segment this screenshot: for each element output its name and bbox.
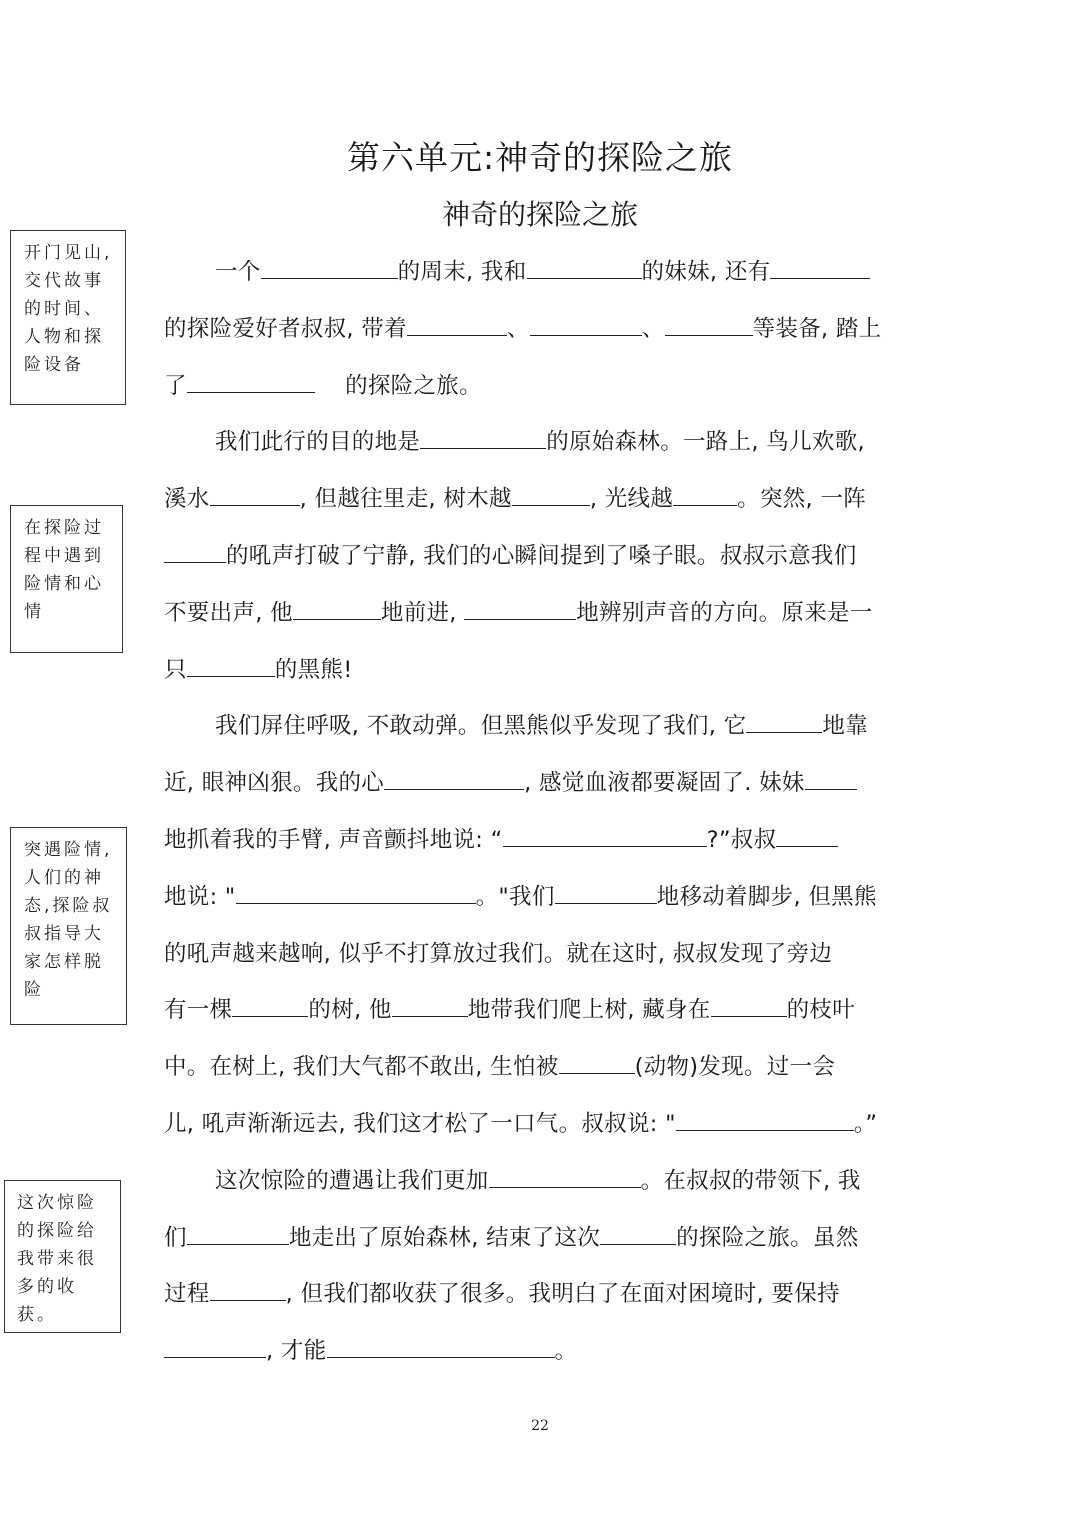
fill-in-blank[interactable] xyxy=(555,887,657,904)
fill-in-blank[interactable] xyxy=(489,1171,641,1188)
text-segment: 地抓着我的手臂, 声音颤抖地说: “ xyxy=(164,826,503,853)
text-line xyxy=(164,244,924,301)
text-line xyxy=(164,1039,924,1096)
margin-note-4 xyxy=(4,1180,121,1333)
text-segment: 不要出声, 他 xyxy=(164,599,293,626)
text-segment: 的吼声越来越响, 似乎不打算放过我们。就在这时, 叔叔发现了旁边 xyxy=(164,940,833,967)
text-segment: (动物)发现。过一会 xyxy=(634,1054,836,1081)
text-segment: 的探险之旅。虽然 xyxy=(676,1224,859,1251)
text-segment: 。突然, 一阵 xyxy=(737,486,867,513)
fill-in-blank[interactable] xyxy=(527,262,642,279)
text-segment: , 光线越 xyxy=(589,486,674,513)
text-segment: 地靠 xyxy=(822,713,869,740)
text-segment: 。 xyxy=(554,1338,578,1365)
fill-in-blank[interactable] xyxy=(776,830,838,847)
fill-in-blank[interactable] xyxy=(236,887,476,904)
text-segment: , 但越往里走, 树木越 xyxy=(299,486,512,513)
fill-in-blank[interactable] xyxy=(805,773,857,790)
fill-in-blank[interactable] xyxy=(673,489,737,506)
text-segment: 地走出了原始森林, 结束了这次 xyxy=(288,1224,601,1251)
text-segment: 一个 xyxy=(215,259,261,285)
text-line xyxy=(164,358,924,415)
text-segment: 只 xyxy=(164,656,187,683)
fill-in-blank[interactable] xyxy=(464,603,576,620)
text-line xyxy=(164,1096,924,1153)
text-segment: 地带我们爬上树, 藏身在 xyxy=(467,997,711,1024)
text-segment: 的探险爱好者叔叔, 带着 xyxy=(164,315,407,342)
text-segment: 的树, 他 xyxy=(308,997,392,1024)
text-segment: 。在叔叔的带领下, 我 xyxy=(640,1167,861,1194)
fill-in-blank[interactable] xyxy=(392,1000,468,1017)
text-segment: 我们屏住呼吸, 不敢动弹。但黑熊似乎发现了我们, 它 xyxy=(215,713,747,740)
text-line xyxy=(164,1266,924,1323)
text-segment: 地说: " xyxy=(164,883,236,910)
fill-in-blank[interactable] xyxy=(711,1000,787,1017)
text-segment: 的原始森林。一路上, 鸟儿欢歌, xyxy=(546,429,865,456)
text-segment: 的探险之旅。 xyxy=(314,372,482,399)
text-segment: 中。在树上, 我们大气都不敢出, 生怕被 xyxy=(164,1054,559,1081)
text-segment: 我们此行的目的地是 xyxy=(215,429,421,456)
text-line xyxy=(164,642,924,699)
fill-in-blank[interactable] xyxy=(512,489,590,506)
text-segment: 溪水 xyxy=(164,486,210,513)
page-number: 22 xyxy=(531,1418,549,1434)
fill-in-blank[interactable] xyxy=(420,432,546,449)
fill-in-blank[interactable] xyxy=(210,489,300,506)
text-segment: 。” xyxy=(853,1110,878,1137)
text-line xyxy=(164,471,924,528)
text-segment: 。"我们 xyxy=(475,883,555,910)
text-line xyxy=(164,812,924,869)
fill-in-blank[interactable] xyxy=(407,319,507,336)
fill-in-blank[interactable] xyxy=(261,262,398,279)
text-segment: 的妹妹, 还有 xyxy=(641,259,771,285)
text-segment: 地前进, xyxy=(380,599,465,626)
margin-note-2 xyxy=(10,505,123,653)
fill-in-blank[interactable] xyxy=(327,1341,555,1358)
fill-in-blank[interactable] xyxy=(164,1341,266,1358)
margin-note-1 xyxy=(10,230,126,405)
text-segment: , 感觉血液都要凝固了. 妹妹 xyxy=(524,770,805,797)
fill-in-blank[interactable] xyxy=(164,546,226,563)
text-line xyxy=(164,1153,924,1210)
worksheet-body xyxy=(164,244,924,1380)
text-segment: 了 xyxy=(164,372,187,399)
text-segment: ?”叔叔 xyxy=(706,826,777,853)
text-segment: 有一棵 xyxy=(164,997,233,1024)
text-segment: 的周末, 我和 xyxy=(397,259,527,285)
text-line xyxy=(164,982,924,1039)
fill-in-blank[interactable] xyxy=(210,1284,286,1301)
text-segment: , 但我们都收获了很多。我明白了在面对困境时, 要保持 xyxy=(285,1281,840,1308)
margin-note-text: 突遇险情,人们的神态,探险叔叔指导大家怎样脱险 xyxy=(24,840,113,1000)
fill-in-blank[interactable] xyxy=(676,1114,854,1131)
text-line xyxy=(164,1323,924,1380)
fill-in-blank[interactable] xyxy=(503,830,707,847)
fill-in-blank[interactable] xyxy=(746,716,822,733)
text-line xyxy=(164,698,924,755)
text-segment: 过程 xyxy=(164,1281,210,1308)
fill-in-blank[interactable] xyxy=(530,319,642,336)
text-line xyxy=(164,926,924,983)
fill-in-blank[interactable] xyxy=(293,603,381,620)
page-title: 第六单元:神奇的探险之旅 xyxy=(346,138,734,177)
text-segment: 的吼声打破了宁静, 我们的心瞬间提到了嗓子眼。叔叔示意我们 xyxy=(226,542,857,569)
text-line xyxy=(164,869,924,926)
text-segment: , 才能 xyxy=(266,1338,327,1365)
text-line xyxy=(164,414,924,471)
fill-in-blank[interactable] xyxy=(665,319,753,336)
text-segment: 这次惊险的遭遇让我们更加 xyxy=(215,1167,489,1194)
text-line xyxy=(164,755,924,812)
text-segment: 、 xyxy=(506,315,530,342)
text-segment: 等装备, 踏上 xyxy=(752,315,882,342)
fill-in-blank[interactable] xyxy=(187,376,315,393)
margin-note-3 xyxy=(10,827,127,1025)
text-line xyxy=(164,301,924,358)
fill-in-blank[interactable] xyxy=(770,262,870,279)
fill-in-blank[interactable] xyxy=(232,1000,308,1017)
margin-note-text: 这次惊险的探险给我带来很多的收获。 xyxy=(17,1193,97,1325)
text-segment: 的黑熊! xyxy=(274,656,353,683)
margin-note-text: 在探险过程中遇到险情和心情 xyxy=(24,518,104,622)
fill-in-blank[interactable] xyxy=(559,1057,635,1074)
text-line xyxy=(164,585,924,642)
text-segment: 的枝叶 xyxy=(786,997,856,1024)
text-segment: 、 xyxy=(641,315,665,342)
fill-in-blank[interactable] xyxy=(187,660,275,677)
text-segment: 近, 眼神凶狠。我的心 xyxy=(164,770,385,797)
fill-in-blank[interactable] xyxy=(384,773,524,790)
text-segment: 儿, 吼声渐渐远去, 我们这才松了一口气。叔叔说: " xyxy=(164,1110,676,1137)
text-line xyxy=(164,528,924,585)
text-segment: 们 xyxy=(164,1224,187,1251)
page-subtitle: 神奇的探险之旅 xyxy=(441,198,638,231)
text-line xyxy=(164,1210,924,1267)
fill-in-blank[interactable] xyxy=(187,1228,289,1245)
margin-note-text: 开门见山,交代故事的时间、人物和探险设备 xyxy=(24,243,113,375)
text-segment: 地移动着脚步, 但黑熊 xyxy=(656,883,877,910)
text-segment: 地辨别声音的方向。原来是一 xyxy=(576,599,873,626)
fill-in-blank[interactable] xyxy=(600,1228,676,1245)
